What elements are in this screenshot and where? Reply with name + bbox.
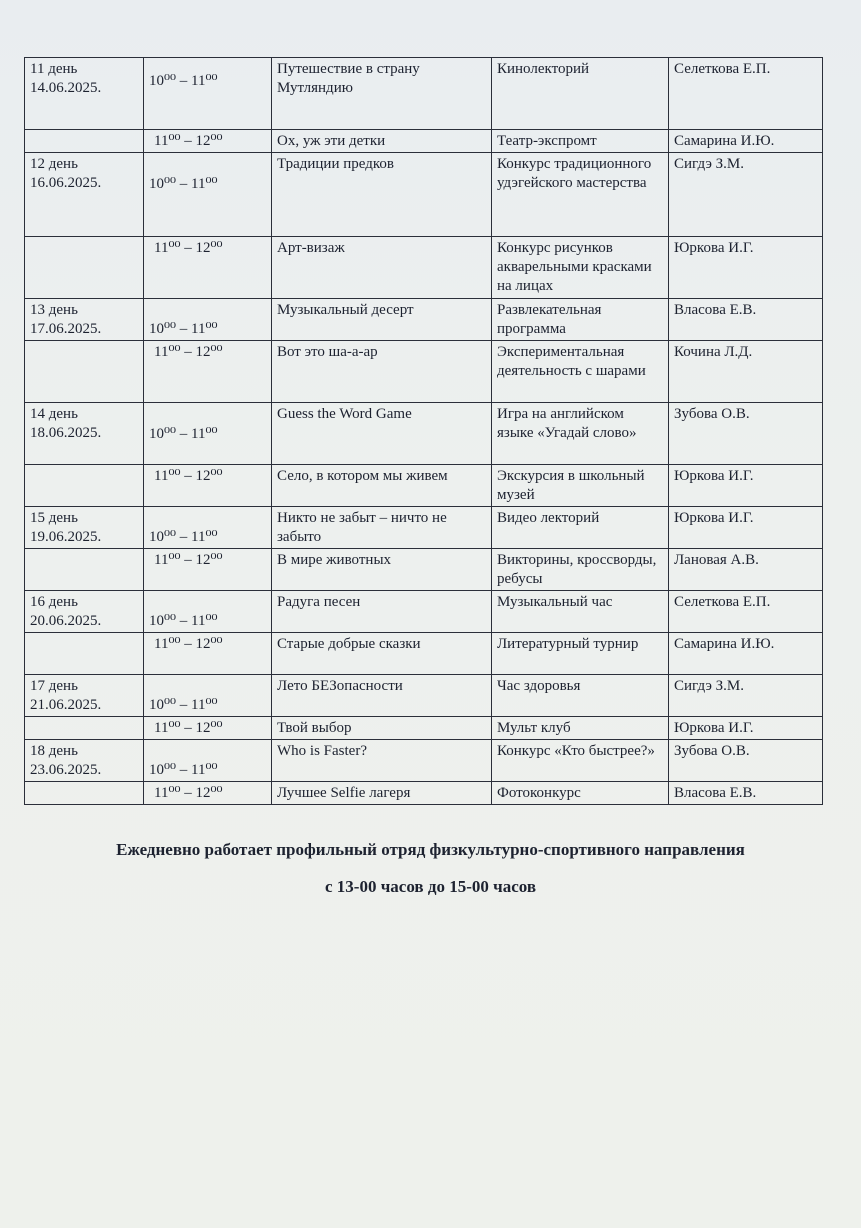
- teacher-cell: Юркова И.Г.: [669, 465, 823, 507]
- date-label: 17.06.2025.: [30, 321, 102, 337]
- time-cell: 10⁰⁰ – 11⁰⁰: [144, 403, 272, 465]
- day-label: 15 день: [30, 510, 78, 526]
- day-cell: [25, 237, 144, 299]
- format-cell: Развлекательная программа: [492, 299, 669, 341]
- teacher-cell: Самарина И.Ю.: [669, 130, 823, 153]
- teacher-cell: Лановая А.В.: [669, 549, 823, 591]
- time-cell: 10⁰⁰ – 11⁰⁰: [144, 591, 272, 633]
- day-label: 17 день: [30, 678, 78, 694]
- event-cell: Лето БЕЗопасности: [272, 675, 492, 717]
- day-cell: [25, 591, 144, 633]
- format-cell: Театр-экспромт: [492, 130, 669, 153]
- table-row: [25, 130, 823, 153]
- day-cell: [25, 549, 144, 591]
- format-cell: Конкурс рисунков акварельными красками на лицах: [492, 237, 669, 299]
- teacher-cell: Кочина Л.Д.: [669, 341, 823, 403]
- event-cell: Музыкальный десерт: [272, 299, 492, 341]
- event-cell: Путешествие в страну Мутляндию: [272, 58, 492, 130]
- format-cell: Конкурс традиционного удэгейского мастерства: [492, 153, 669, 237]
- table-row: [25, 782, 823, 805]
- table-row: [25, 299, 823, 341]
- event-cell: Who is Faster?: [272, 740, 492, 782]
- date-label: 21.06.2025.: [30, 697, 102, 713]
- day-label: 13 день: [30, 302, 78, 318]
- teacher-cell: Сигдэ З.М.: [669, 153, 823, 237]
- date-label: 18.06.2025.: [30, 425, 102, 441]
- teacher-cell: Селеткова Е.П.: [669, 591, 823, 633]
- format-cell: Фотоконкурс: [492, 782, 669, 805]
- time-cell: 11⁰⁰ – 12⁰⁰: [144, 341, 272, 403]
- format-cell: Конкурс «Кто быстрее?»: [492, 740, 669, 782]
- day-label: 12 день: [30, 156, 78, 172]
- format-cell: Видео лекторий: [492, 507, 669, 549]
- day-label: 14 день: [30, 406, 78, 422]
- teacher-cell: Юркова И.Г.: [669, 507, 823, 549]
- time-cell: 11⁰⁰ – 12⁰⁰: [144, 633, 272, 675]
- time-cell: 11⁰⁰ – 12⁰⁰: [144, 717, 272, 740]
- table-row: [25, 237, 823, 299]
- teacher-cell: Самарина И.Ю.: [669, 633, 823, 675]
- day-cell: [25, 507, 144, 549]
- time-cell: 10⁰⁰ – 11⁰⁰: [144, 58, 272, 130]
- day-label: 18 день: [30, 743, 78, 759]
- format-cell: Мульт клуб: [492, 717, 669, 740]
- table-row: [25, 341, 823, 403]
- time-cell: 10⁰⁰ – 11⁰⁰: [144, 507, 272, 549]
- format-cell: Час здоровья: [492, 675, 669, 717]
- event-cell: Арт-визаж: [272, 237, 492, 299]
- table-row: [25, 675, 823, 717]
- event-cell: В мире животных: [272, 549, 492, 591]
- teacher-cell: Власова Е.В.: [669, 782, 823, 805]
- event-cell: Твой выбор: [272, 717, 492, 740]
- day-label: 11 день: [30, 61, 78, 77]
- event-cell: Вот это ша-а-ар: [272, 341, 492, 403]
- format-cell: Викторины, кроссворды, ребусы: [492, 549, 669, 591]
- table-row: [25, 591, 823, 633]
- event-cell: Лучшее Selfie лагеря: [272, 782, 492, 805]
- day-cell: [25, 130, 144, 153]
- table-row: [25, 465, 823, 507]
- format-cell: Экскурсия в школьный музей: [492, 465, 669, 507]
- day-cell: [25, 717, 144, 740]
- table-row: [25, 58, 823, 130]
- teacher-cell: Юркова И.Г.: [669, 237, 823, 299]
- event-cell: Радуга песен: [272, 591, 492, 633]
- format-cell: Игра на английском языке «Угадай слово»: [492, 403, 669, 465]
- day-cell: [25, 341, 144, 403]
- teacher-cell: Сигдэ З.М.: [669, 675, 823, 717]
- time-cell: 10⁰⁰ – 11⁰⁰: [144, 299, 272, 341]
- time-cell: 10⁰⁰ – 11⁰⁰: [144, 675, 272, 717]
- table-row: [25, 717, 823, 740]
- footer-note: Ежедневно работает профильный отряд физкультурно-спортивного направления: [116, 840, 745, 859]
- format-cell: Экспериментальная деятельность с шарами: [492, 341, 669, 403]
- time-cell: 11⁰⁰ – 12⁰⁰: [144, 237, 272, 299]
- schedule-table: [24, 57, 823, 805]
- time-cell: 11⁰⁰ – 12⁰⁰: [144, 549, 272, 591]
- format-cell: Музыкальный час: [492, 591, 669, 633]
- time-cell: 11⁰⁰ – 12⁰⁰: [144, 130, 272, 153]
- day-cell: [25, 782, 144, 805]
- table-row: [25, 507, 823, 549]
- format-cell: Кинолекторий: [492, 58, 669, 130]
- teacher-cell: Власова Е.В.: [669, 299, 823, 341]
- teacher-cell: Зубова О.В.: [669, 403, 823, 465]
- day-cell: [25, 299, 144, 341]
- date-label: 16.06.2025.: [30, 175, 102, 191]
- teacher-cell: Юркова И.Г.: [669, 717, 823, 740]
- event-cell: Никто не забыт – ничто не забыто: [272, 507, 492, 549]
- event-cell: Село, в котором мы живем: [272, 465, 492, 507]
- footer-hours: с 13-00 часов до 15-00 часов: [325, 877, 536, 896]
- time-cell: 10⁰⁰ – 11⁰⁰: [144, 740, 272, 782]
- table-row: [25, 549, 823, 591]
- date-label: 20.06.2025.: [30, 613, 102, 629]
- format-cell: Литературный турнир: [492, 633, 669, 675]
- day-cell: [25, 465, 144, 507]
- day-cell: [25, 403, 144, 465]
- table-row: [25, 403, 823, 465]
- date-label: 14.06.2025.: [30, 80, 102, 96]
- day-cell: [25, 58, 144, 130]
- table-row: [25, 633, 823, 675]
- time-cell: 10⁰⁰ – 11⁰⁰: [144, 153, 272, 237]
- event-cell: Guess the Word Game: [272, 403, 492, 465]
- day-cell: [25, 740, 144, 782]
- table-row: [25, 740, 823, 782]
- teacher-cell: Селеткова Е.П.: [669, 58, 823, 130]
- day-label: 16 день: [30, 594, 78, 610]
- event-cell: Ох, уж эти детки: [272, 130, 492, 153]
- time-cell: 11⁰⁰ – 12⁰⁰: [144, 782, 272, 805]
- day-cell: [25, 153, 144, 237]
- table-row: [25, 153, 823, 237]
- event-cell: Старые добрые сказки: [272, 633, 492, 675]
- time-cell: 11⁰⁰ – 12⁰⁰: [144, 465, 272, 507]
- event-cell: Традиции предков: [272, 153, 492, 237]
- date-label: 23.06.2025.: [30, 762, 102, 778]
- day-cell: [25, 675, 144, 717]
- day-cell: [25, 633, 144, 675]
- teacher-cell: Зубова О.В.: [669, 740, 823, 782]
- date-label: 19.06.2025.: [30, 529, 102, 545]
